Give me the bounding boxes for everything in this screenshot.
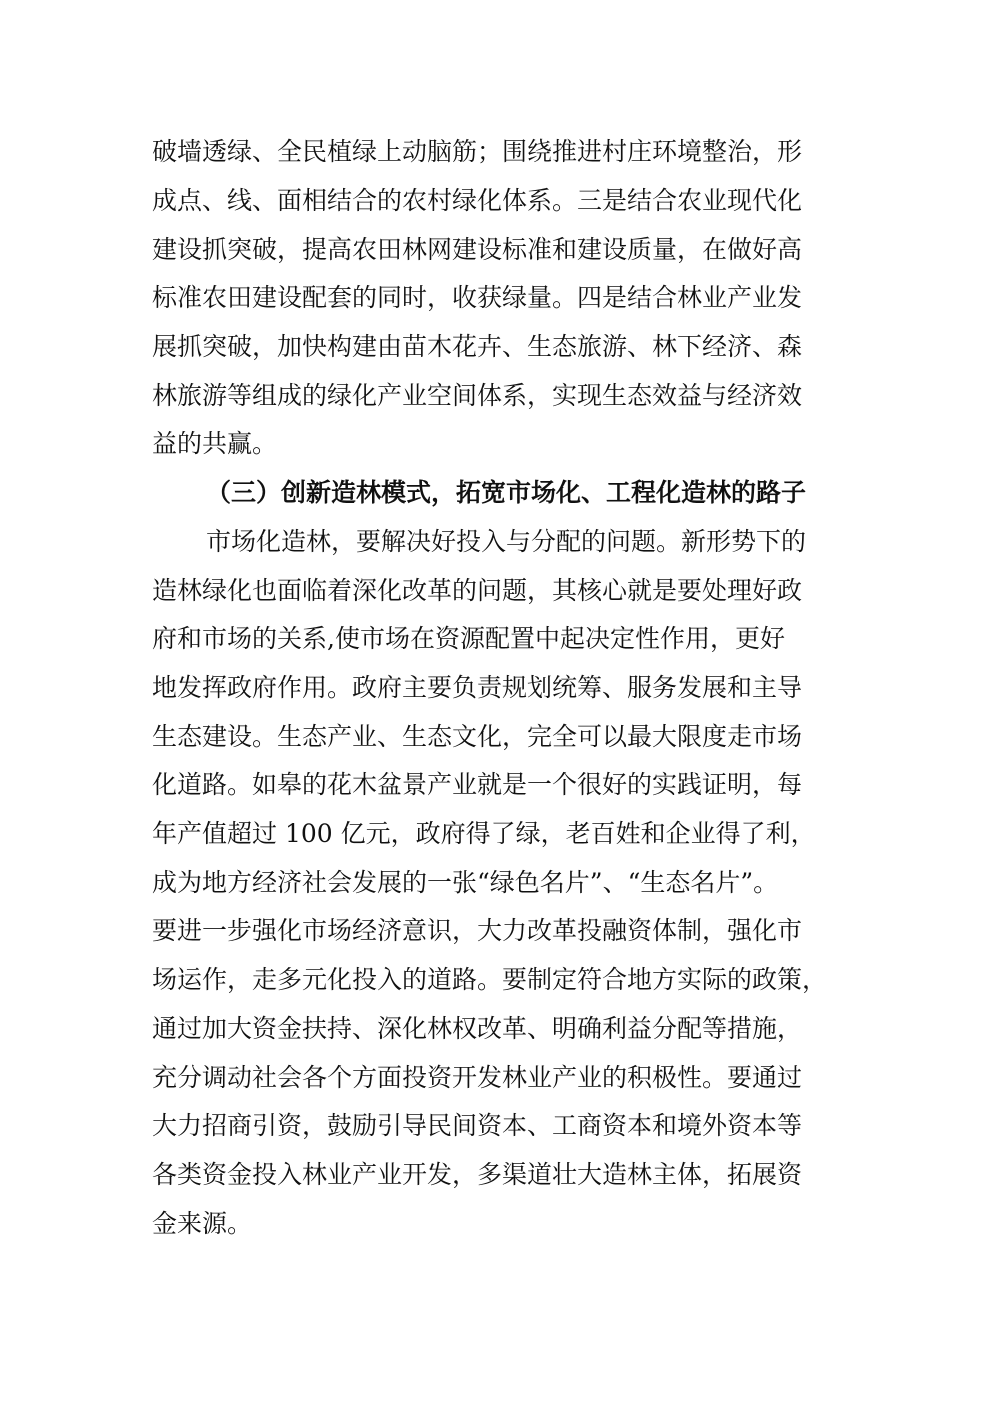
paragraph-line: 通过加大资金扶持、深化林权改革、明确利益分配等措施，	[152, 1014, 803, 1043]
paragraph-line: 造林绿化也面临着深化改革的问题，其核心就是要处理好政	[152, 576, 803, 605]
paragraph-line: 生态建设。生态产业、生态文化，完全可以最大限度走市场	[152, 722, 803, 751]
paragraph-line: 大力招商引资，鼓励引导民间资本、工商资本和境外资本等	[152, 1111, 803, 1140]
paragraph-line: 破墙透绿、全民植绿上动脑筋；围绕推进村庄环境整治，形	[152, 137, 803, 166]
paragraph-line: 各类资金投入林业产业开发，多渠道壮大造林主体，拓展资	[152, 1160, 803, 1189]
paragraph-line: 充分调动社会各个方面投资开发林业产业的积极性。要通过	[152, 1063, 803, 1092]
section-heading: （三）创新造林模式，拓宽市场化、工程化造林的路子	[206, 478, 807, 507]
paragraph-line: 标准农田建设配套的同时，收获绿量。四是结合林业产业发	[152, 283, 803, 312]
paragraph-line: 展抓突破，加快构建由苗木花卉、生态旅游、林下经济、森	[152, 332, 803, 361]
paragraph-line: 建设抓突破，提高农田林网建设标准和建设质量，在做好高	[152, 235, 803, 264]
paragraph-line: 成为地方经济社会发展的一张“绿色名片”、“生态名片”。	[152, 868, 779, 897]
paragraph-line: 场运作，走多元化投入的道路。要制定符合地方实际的政策，	[152, 965, 828, 994]
paragraph-line: 市场化造林，要解决好投入与分配的问题。新形势下的	[206, 527, 807, 556]
paragraph-line: 金来源。	[152, 1209, 253, 1238]
paragraph-line: 化道路。如皋的花木盆景产业就是一个很好的实践证明，每	[152, 770, 803, 799]
paragraph-line: 要进一步强化市场经济意识，大力改革投融资体制，强化市	[152, 916, 803, 945]
paragraph-line: 地发挥政府作用。政府主要负责规划统筹、服务发展和主导	[152, 673, 803, 702]
paragraph-line: 年产值超过 100 亿元，政府得了绿，老百姓和企业得了利，	[152, 819, 816, 848]
paragraph-line: 益的共赢。	[152, 429, 278, 458]
paragraph-line: 成点、线、面相结合的农村绿化体系。三是结合农业现代化	[152, 186, 803, 215]
paragraph-line: 林旅游等组成的绿化产业空间体系，实现生态效益与经济效	[152, 381, 803, 410]
paragraph-line: 府和市场的关系,使市场在资源配置中起决定性作用，更好	[152, 624, 785, 653]
